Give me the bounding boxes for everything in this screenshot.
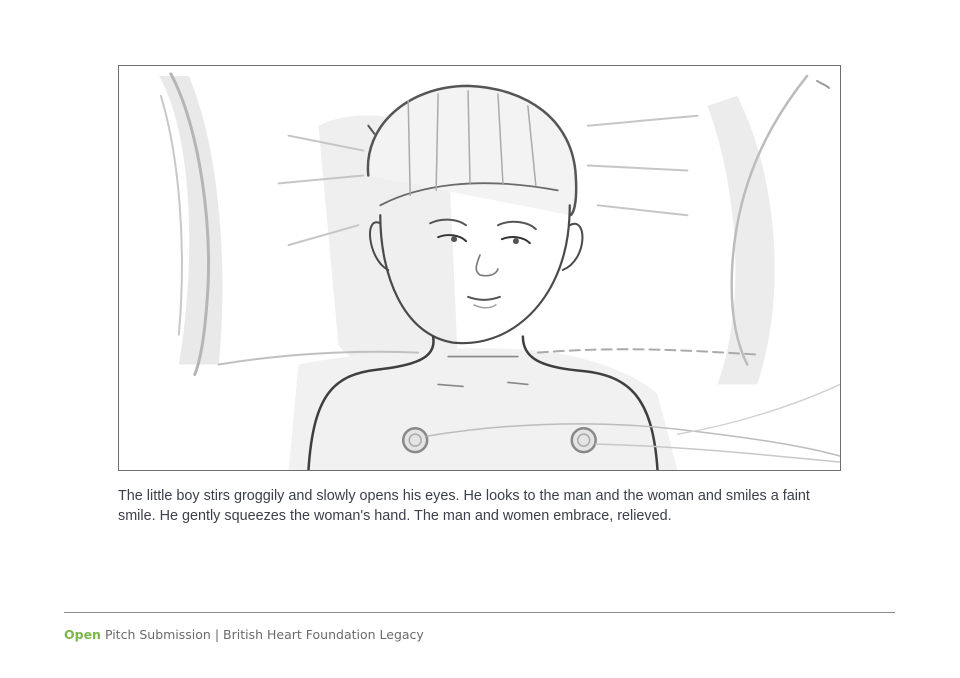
footer-title: Pitch Submission xyxy=(104,627,211,642)
page-footer xyxy=(64,627,424,642)
footer-divider xyxy=(64,612,895,613)
footer-project: British Heart Foundation Legacy xyxy=(223,627,424,642)
storyboard-caption: The little boy stirs groggily and slowly opens his eyes. He looks to the man and the woman and smiles a faint smile. He gently squeezes the woman's hand. The man and women embrace, relieved. xyxy=(118,488,810,524)
storyboard-sketch-illustration xyxy=(119,66,840,470)
footer-brand: Open xyxy=(64,627,101,642)
storyboard-panel xyxy=(118,65,841,471)
footer-separator: | xyxy=(214,627,220,642)
